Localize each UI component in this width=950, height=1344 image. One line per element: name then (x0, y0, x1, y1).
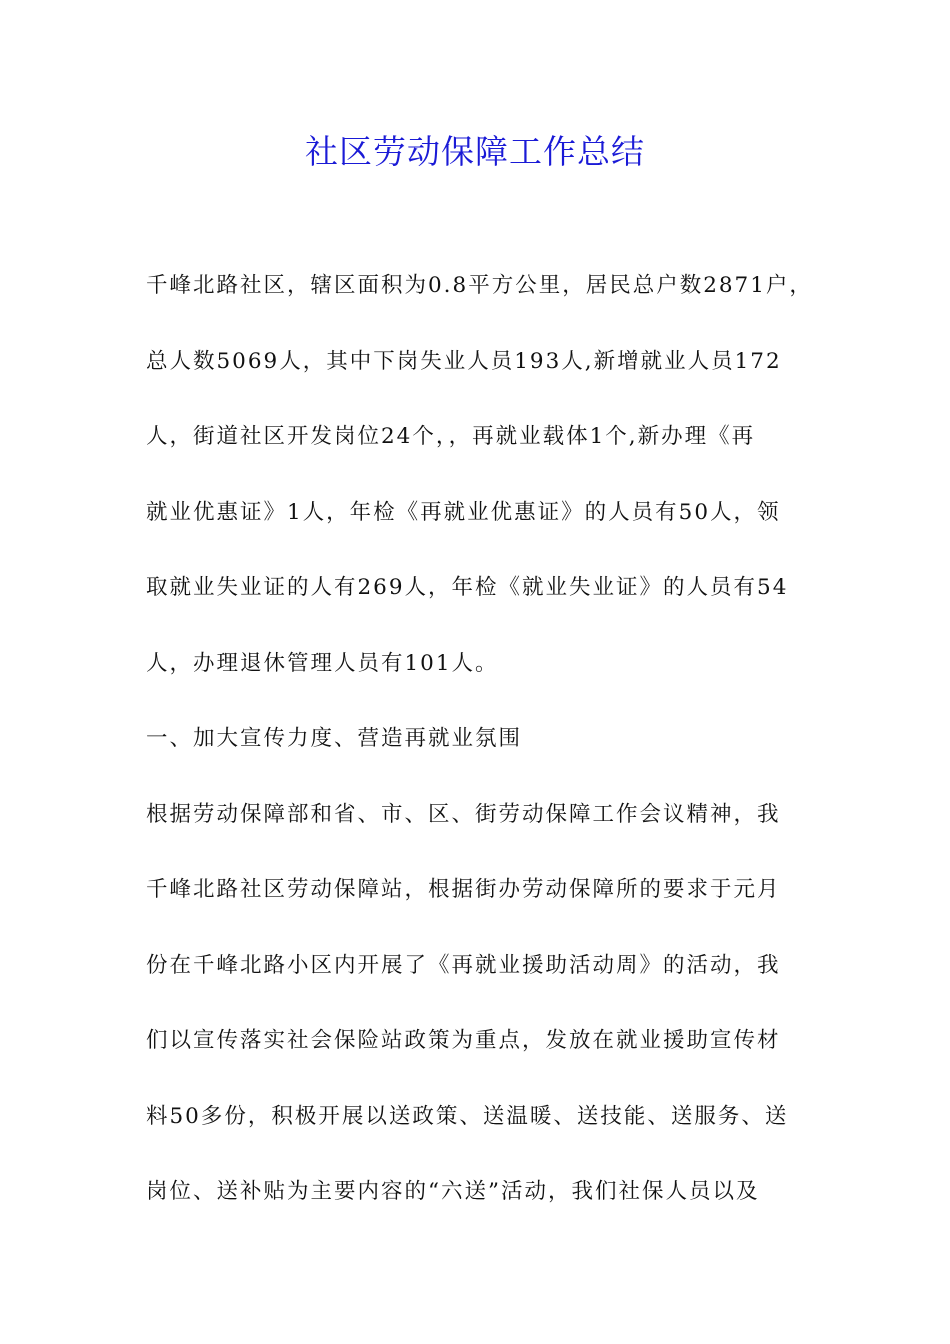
body-line-6: 人，办理退休管理人员有101人。 (146, 650, 499, 676)
body-line-13: 岗位、送补贴为主要内容的“六送”活动，我们社保人员以及 (146, 1179, 760, 1204)
section-heading-1: 一、加大宣传力度、营造再就业氛围 (146, 726, 523, 751)
body-line-10: 份在千峰北路小区内开展了《再就业援助活动周》的活动，我 (146, 952, 781, 978)
body-line-4: 就业优惠证》1人，年检《再就业优惠证》的人员有50人，领 (146, 499, 781, 525)
document-body (146, 265, 816, 1247)
body-line-9: 千峰北路社区劳动保障站，根据街办劳动保障所的要求于元月 (146, 877, 781, 902)
body-line-5: 取就业失业证的人有269人，年检《就业失业证》的人员有54 (146, 575, 789, 600)
document-title: 社区劳动保障工作总结 (305, 132, 645, 171)
body-line-11: 们以宣传落实社会保险站政策为重点，发放在就业援助宣传材 (146, 1028, 781, 1053)
body-line-2: 总人数5069人，其中下岗失业人员193人,新增就业人员172 (146, 348, 782, 374)
body-line-1: 千峰北路社区，辖区面积为0.8平方公里，居民总户数2871户， (146, 273, 813, 298)
body-line-8: 根据劳动保障部和省、市、区、街劳动保障工作会议精神，我 (146, 801, 781, 827)
body-line-3: 人，街道社区开发岗位24个，，再就业载体1个,新办理《再 (146, 424, 756, 449)
body-line-12: 料50多份，积极开展以送政策、送温暖、送技能、送服务、送 (146, 1103, 789, 1129)
